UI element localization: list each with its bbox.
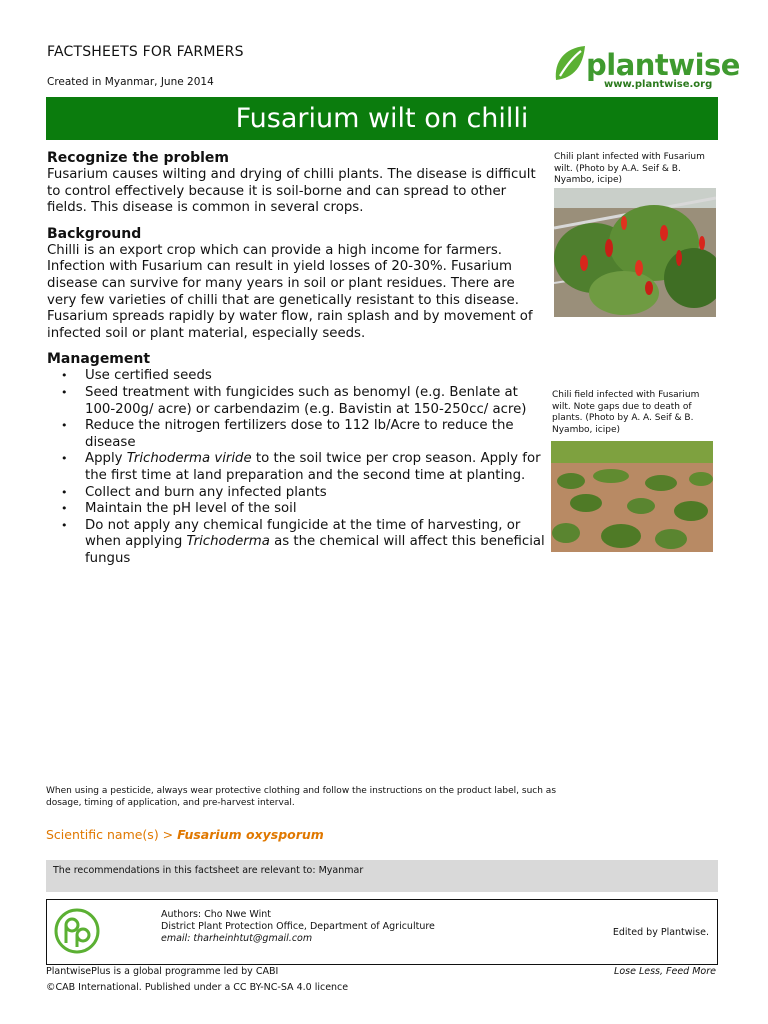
author-name: Authors: Cho Nwe Wint [161,909,271,920]
author-org: District Plant Protection Office, Department of Agriculture [161,921,435,932]
relevance-bar [46,860,718,892]
pesticide-disclaimer: When using a pesticide, always wear protective clothing and follow the instructions on the product label, such as dosage, timing of application, and pre-harvest interval. [46,786,557,808]
list-item [47,518,547,568]
list-item-text: Do not apply any chemical fungicide at the time of harvesting, or when applying [85,517,521,550]
chili-plant-photo [554,188,716,317]
chili-field-photo [551,441,713,552]
photo1-caption: Chili plant infected with Fusarium wilt. (Photo by A.A. Seif & B. Nyambo, icipe) [554,152,705,185]
authors-box [46,899,718,965]
title-banner [46,97,718,140]
list-item: • Collect and burn any infected plants [47,485,547,502]
recognize-heading: Recognize the problem [47,150,229,166]
management-heading: Management [47,351,151,368]
list-item: • Reduce the nitrogen fertilizers dose to 112 lb/Acre to reduce the disease [47,418,547,451]
list-item: • Maintain the pH level of the soil [47,501,547,518]
leaf-icon [552,44,588,84]
copyright-note: ©CAB International. Published under a CC BY-NC-SA 4.0 licence [46,982,349,993]
plantwiseplus-logo-icon [53,907,101,955]
created-note: Created in Myanmar, June 2014 [47,76,214,88]
list-item: • Use certified seeds [47,368,547,385]
scientific-name: Fusarium oxysporum [177,827,324,842]
author-email: email: tharheinhtut@gmail.com [161,933,313,944]
list-item [47,451,547,484]
slogan: Lose Less, Feed More [614,966,716,977]
logo-wordmark: plantwise [586,48,740,82]
relevance-text: The recommendations in this factsheet are relevant to: Myanmar [53,865,364,876]
background-heading: Background [47,225,142,242]
recognize-text: Fusarium causes wilting and drying of chilli plants. The disease is difficult to control effectively because it is soil-borne and can spread to other fields. This disease is common in several crops. [47,167,536,216]
scientific-name-line [46,827,324,842]
list-item-text: as the chemical will affect this beneficial fungus [85,534,545,566]
species-name: Trichoderma [186,534,270,550]
photo2-caption: Chili field infected with Fusarium wilt. Note gaps due to death of plants. (Photo by A. A. Seif & B. Nyambo, icipe) [552,390,700,435]
list-item-text: Apply [85,451,127,467]
plantwise-logo [552,42,740,92]
species-name: Trichoderma viride [126,451,252,467]
programme-note: PlantwisePlus is a global programme led by CABI [46,966,279,977]
scientific-label: Scientific name(s) > [46,827,178,842]
edited-by: Edited by Plantwise. [612,927,709,938]
logo-url: www.plantwise.org [604,79,713,90]
factsheet-series: FACTSHEETS FOR FARMERS [47,44,244,60]
page-title: Fusarium wilt on chilli [235,103,529,134]
main-content [47,149,547,567]
management-list [47,368,547,567]
background-text: Chilli is an export crop which can provide a high income for farmers. Infection with Fusarium can result in yield losses of 20-30%. Fusarium disease can survive for many years in soil or plant residues. There are very few varieties of chilli that are genetically resistant to this disease. Fusarium spreads rapidly by water flow, rain splash and by movement of infected soil or plant material, especially seeds. [47,242,533,341]
author-details [161,909,435,945]
list-item: • Seed treatment with fungicides such as benomyl (e.g. Benlate at 100-200g/ acre) or carbendazim (e.g. Bavistin at 150-250cc/ acre) [47,385,547,418]
list-item-text: to the soil twice per crop season. Apply for the first time at land preparation and the second time at planting. [85,451,541,483]
